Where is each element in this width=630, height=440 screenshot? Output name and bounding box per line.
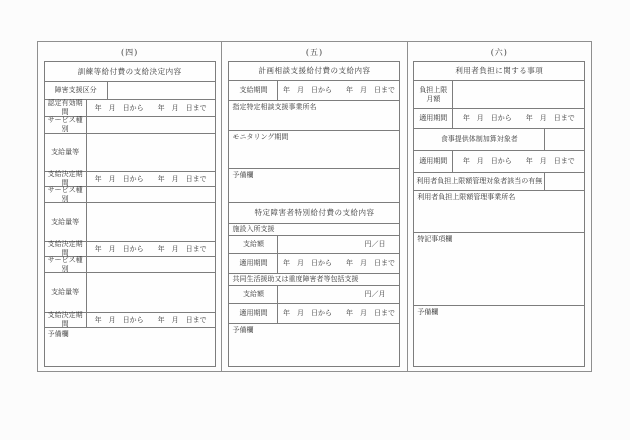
form-row-applicable-period — [229, 304, 399, 324]
field-label: サービス種別 — [45, 257, 87, 272]
field-value: 年 月 日から 年 月 日まで — [462, 114, 575, 123]
field-label: 認定有効期間 — [45, 100, 87, 116]
form-row-meal-provision — [414, 129, 584, 151]
consultation-benefit-table — [228, 61, 400, 367]
field-label: 利用者負担上限額管理事業所名 — [417, 193, 516, 201]
panel-six — [408, 42, 591, 371]
form-row-management-office — [414, 191, 584, 233]
form-row-supply-amount — [45, 134, 215, 172]
field-value: 年 月 日から 年 月 日まで — [94, 315, 207, 324]
field-value — [87, 134, 215, 171]
form-row-spare — [414, 306, 584, 366]
field-label: 支給決定期間 — [45, 242, 87, 256]
field-label: 適用期間 — [229, 254, 278, 273]
form-row-payment-amount — [229, 236, 399, 254]
form-row-spare — [45, 328, 215, 366]
form-row-decision-period — [45, 313, 215, 328]
panel-five — [221, 42, 407, 371]
field-label: 予備欄 — [232, 171, 254, 179]
field-label: 支給額 — [229, 286, 278, 303]
field-value — [87, 203, 215, 241]
field-label: モニタリング期間 — [232, 133, 289, 141]
field-value — [453, 81, 584, 108]
form-row-spare — [229, 324, 399, 366]
field-value — [544, 129, 584, 150]
panel-four — [38, 42, 221, 371]
field-value — [544, 173, 584, 190]
field-label: 予備欄 — [417, 308, 439, 316]
field-label: 支給量等 — [45, 203, 87, 241]
form-row-supply-amount — [45, 273, 215, 313]
field-label: 予備欄 — [47, 330, 69, 338]
field-label: 支給決定期間 — [45, 313, 87, 327]
form-row-monitoring-period — [229, 131, 399, 169]
field-label: 特記事項欄 — [417, 235, 453, 243]
field-value — [87, 257, 215, 272]
section-title-2: 特定障害者特別給付費の支給内容 — [229, 203, 399, 224]
field-value — [87, 187, 215, 202]
field-label: サービス種別 — [45, 117, 87, 133]
form-row-ceiling-management — [414, 173, 584, 191]
form-row-service-type — [45, 187, 215, 203]
form-row-office-name — [229, 101, 399, 131]
field-label: 利用者負担上限額管理対象者該当の有無 — [416, 177, 543, 186]
field-value: 年 月 日から 年 月 日まで — [282, 259, 395, 268]
field-label: 障害支援区分 — [45, 82, 108, 99]
panel-number: (五) — [305, 48, 324, 57]
field-value — [108, 82, 215, 99]
field-value: 年 月 日から 年 月 日まで — [462, 157, 575, 166]
field-label: 支給決定期間 — [45, 172, 87, 186]
field-value: 年 月 日から 年 月 日まで — [282, 309, 395, 318]
field-label: 食事提供体制加算対象者 — [440, 135, 518, 144]
form-row-applicable-period — [229, 254, 399, 274]
form-row-valid-period — [45, 100, 215, 117]
field-label: 支給量等 — [45, 273, 87, 312]
field-label: 適用期間 — [414, 109, 453, 128]
field-label: 負担上限月額 — [414, 81, 453, 108]
form-row-spare — [229, 169, 399, 203]
field-value — [87, 117, 215, 133]
section-title: 訓練等給付費の支給決定内容 — [45, 62, 215, 82]
form-row-special-notes — [414, 233, 584, 306]
field-value: 円／日 — [364, 240, 386, 249]
field-label: 適用期間 — [229, 304, 278, 323]
field-label: 共同生活援助又は重度障害者等包括支援 — [232, 275, 359, 283]
panel-number: (四) — [121, 48, 139, 57]
form-row-payment-amount — [229, 286, 399, 304]
field-label: 施設入所支援 — [232, 225, 275, 233]
form-row-applicable-period — [414, 109, 584, 129]
field-label: 指定特定相談支援事業所名 — [232, 103, 317, 111]
form-row-supply-period — [229, 81, 399, 101]
form-row-decision-period — [45, 242, 215, 257]
field-value: 年 月 日から 年 月 日まで — [94, 103, 207, 112]
user-burden-table — [413, 61, 585, 367]
panel-number: (六) — [490, 48, 508, 57]
section-title: 利用者負担に関する事項 — [414, 62, 584, 81]
form-row-facility-admission — [229, 224, 399, 236]
form-row-disability-category — [45, 82, 215, 100]
field-value: 円／月 — [364, 290, 386, 299]
field-value: 年 月 日から 年 月 日まで — [94, 244, 207, 253]
form-row-service-type — [45, 257, 215, 273]
form-row-service-type — [45, 117, 215, 134]
field-label: 適用期間 — [414, 151, 453, 172]
form-row-group-home — [229, 274, 399, 286]
section-title: 計画相談支援給付費の支給内容 — [229, 62, 399, 81]
field-label: 支給額 — [229, 236, 278, 253]
field-label: 支給量等 — [45, 134, 87, 171]
benefit-decision-table — [44, 61, 216, 367]
field-value: 年 月 日から 年 月 日まで — [282, 86, 395, 95]
form-row-applicable-period — [414, 151, 584, 173]
field-label: 支給期間 — [229, 81, 278, 100]
form-sheet — [37, 41, 592, 372]
field-label: 予備欄 — [232, 326, 254, 334]
form-row-supply-amount — [45, 203, 215, 242]
form-row-decision-period — [45, 172, 215, 187]
field-value — [87, 273, 215, 312]
field-label: サービス種別 — [45, 187, 87, 202]
field-value: 年 月 日から 年 月 日まで — [94, 174, 207, 183]
form-row-burden-ceiling — [414, 81, 584, 109]
